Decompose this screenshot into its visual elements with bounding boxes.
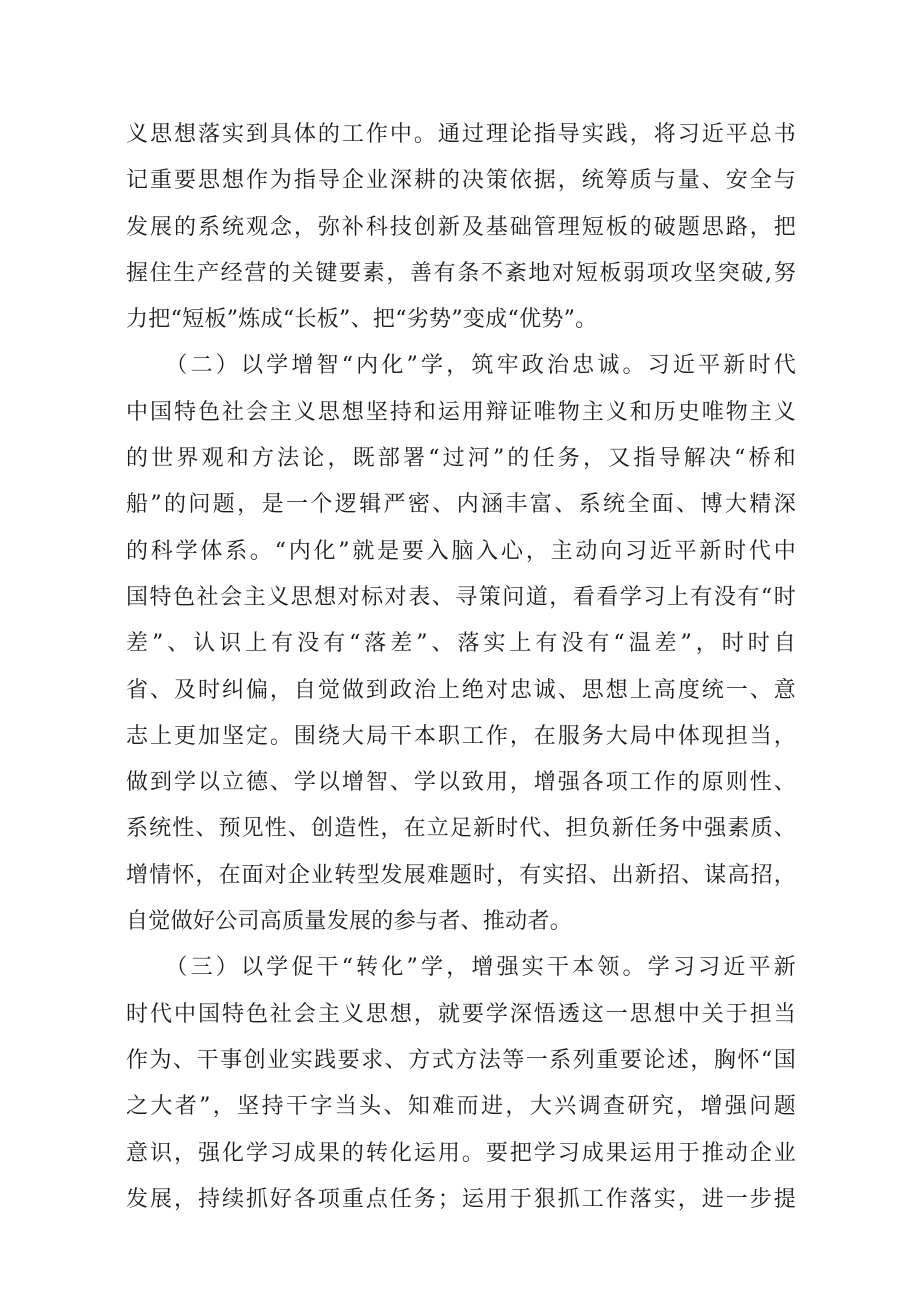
text-line: 增情怀，在面对企业转型发展难题时，有实招、出新招、谋高招， [126, 862, 796, 888]
text-line: 志上更加坚定。围绕大局干本职工作，在服务大局中体现担当， [126, 723, 796, 749]
text-line: 中国特色社会主义思想坚持和运用辩证唯物主义和历史唯物主义 [126, 399, 796, 425]
text-line: 做到学以立德、学以增智、学以致用，增强各项工作的原则性、 [126, 770, 796, 796]
text-line: 系统性、预见性、创造性，在立足新时代、担负新任务中强素质、 [126, 816, 796, 842]
text-line: 义思想落实到具体的工作中。通过理论指导实践，将习近平总书 [126, 122, 796, 147]
text-line: 的世界观和方法论，既部署“过河”的任务，又指导解决“桥和 [126, 446, 796, 472]
text-line: （二）以学增智“内化”学，筑牢政治忠诚。习近平新时代 [126, 353, 796, 379]
text-line: 意识，强化学习成果的转化运用。要把学习成果运用于推动企业 [126, 1140, 796, 1166]
text-line: 船”的问题，是一个逻辑严密、内涵丰富、系统全面、博大精深 [126, 492, 796, 518]
text-line: 的科学体系。“内化”就是要入脑入心，主动向习近平新时代中 [126, 538, 796, 564]
text-line: 之大者”，坚持干字当头、知难而进，大兴调查研究，增强问题 [126, 1094, 796, 1120]
text-line: 力把“短板”炼成“长板”、把“劣势”变成“优势”。 [126, 307, 598, 333]
text-line: 差”、认识上有没有“落差”、落实上有没有“温差”，时时自 [126, 631, 796, 657]
text-line: 发展的系统观念，弥补科技创新及基础管理短板的破题思路，把 [126, 214, 796, 240]
text-line: 省、及时纠偏，自觉做到政治上绝对忠诚、思想上高度统一、意 [126, 677, 796, 703]
text-line: 时代中国特色社会主义思想，就要学深悟透这一思想中关于担当 [126, 1001, 796, 1027]
text-line: 发展，持续抓好各项重点任务；运用于狠抓工作落实，进一步提 [126, 1186, 796, 1212]
document-body [126, 112, 796, 1223]
text-line: 国特色社会主义思想对标对表、寻策问道，看看学习上有没有“时 [126, 584, 796, 610]
text-line: （三）以学促干“转化”学，增强实干本领。学习习近平新 [126, 955, 796, 981]
text-line: 自觉做好公司高质量发展的参与者、推动者。 [126, 909, 573, 935]
text-line: 记重要思想作为指导企业深耕的决策依据，统筹质与量、安全与 [126, 168, 796, 194]
text-line: 握住生产经营的关键要素，善有条不紊地对短板弱项攻坚突破,努 [126, 260, 796, 286]
text-line: 作为、干事创业实践要求、方式方法等一系列重要论述，胸怀“国 [126, 1047, 796, 1073]
